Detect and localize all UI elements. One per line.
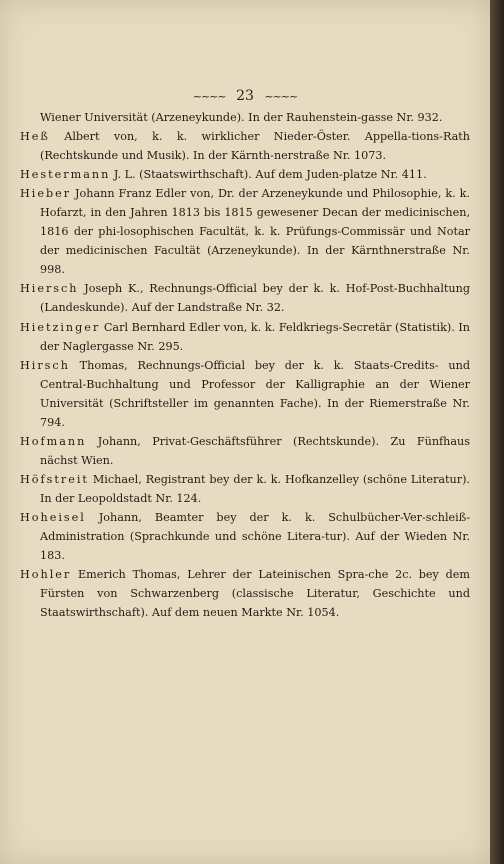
entry-surname: Hiersch [20,282,79,296]
entry-text: J. L. (Staatswirthschaft). Auf dem Juden-platze Nr. 411. [110,168,427,182]
entry-surname: Hofmann [20,434,87,448]
directory-entry [20,279,470,317]
entry-text: Joseph K., Rechnungs-Official bey der k. k. Hof-Post-Buchhaltung (Landeskunde). Auf der Landstraße Nr. 32. [40,282,470,315]
directory-entry [20,565,470,622]
ornament-left: ~~~~ [192,89,226,103]
entry-surname: Höfstreit [20,472,89,486]
page-number: 23 [236,88,254,104]
entry-text: Johann, Privat-Geschäftsführer (Rechtskunde). Zu Fünfhaus nächst Wien. [40,434,470,467]
entry-text: Emerich Thomas, Lehrer der Lateinischen Spra-che 2c. bey dem Fürsten von Schwarzenberg (classische Literatur, Geschichte und Staatswirthschaft). Auf dem neuen Markte Nr. 1054. [40,568,470,620]
ornament-right: ~~~~ [264,89,298,103]
page-edge [490,0,504,864]
directory-entry [20,356,470,432]
directory-entry [20,318,470,356]
directory-entry [20,184,470,279]
directory-entry [20,470,470,508]
entry-surname: Hoheisel [20,510,86,524]
directory-entry [20,108,470,127]
entry-text: Carl Bernhard Edler von, k. k. Feldkriegs-Secretär (Statistik). In der Naglergasse Nr. 295. [40,320,470,353]
entry-text: Michael, Registrant bey der k. k. Hofkanzelley (schöne Literatur). In der Leopoldstadt Nr. 124. [40,472,470,505]
directory-entries [20,108,470,622]
entry-text: Johann Franz Edler von, Dr. der Arzeneykunde und Philosophie, k. k. Hofarzt, in den Jahren 1813 bis 1815 gewesener Decan der medicinischen, 1816 der phi-losophischen Facultät, k. k. Prüfungs-Commissär und Notar der medicinischen Facultät (Arzeneykunde). In der Kärnthnerstraße Nr. 998. [40,187,470,277]
entry-surname: Hestermann [20,168,111,182]
page-header [0,88,490,104]
entry-text: Albert von, k. k. wirklicher Nieder-Öster. Appella-tions-Rath (Rechtskunde und Musik). In der Kärnth-nerstraße Nr. 1073. [40,130,470,163]
entry-text: Wiener Universität (Arzeneykunde). In der Rauhenstein-gasse Nr. 932. [40,111,443,124]
directory-entry [20,127,470,165]
directory-entry [20,165,470,184]
entry-surname: Hieber [20,187,72,201]
entry-surname: Hietzinger [20,320,101,334]
directory-entry [20,508,470,565]
entry-text: Johann, Beamter bey der k. k. Schulbücher-Ver-schleiß-Administration (Sprachkunde und schöne Litera-tur). Auf der Wieden Nr. 183. [40,510,470,563]
entry-text: Thomas, Rechnungs-Official bey der k. k. Staats-Credits- und Central-Buchhaltung und Professor der Kalligraphie an der Wiener Universität (Schriftsteller im genannten Fache). In der Riemerstraße Nr. 794. [40,358,470,429]
entry-surname: Hirsch [20,358,70,372]
entry-surname: Hohler [20,568,72,582]
directory-entry [20,432,470,470]
entry-surname: Heß [20,130,50,144]
